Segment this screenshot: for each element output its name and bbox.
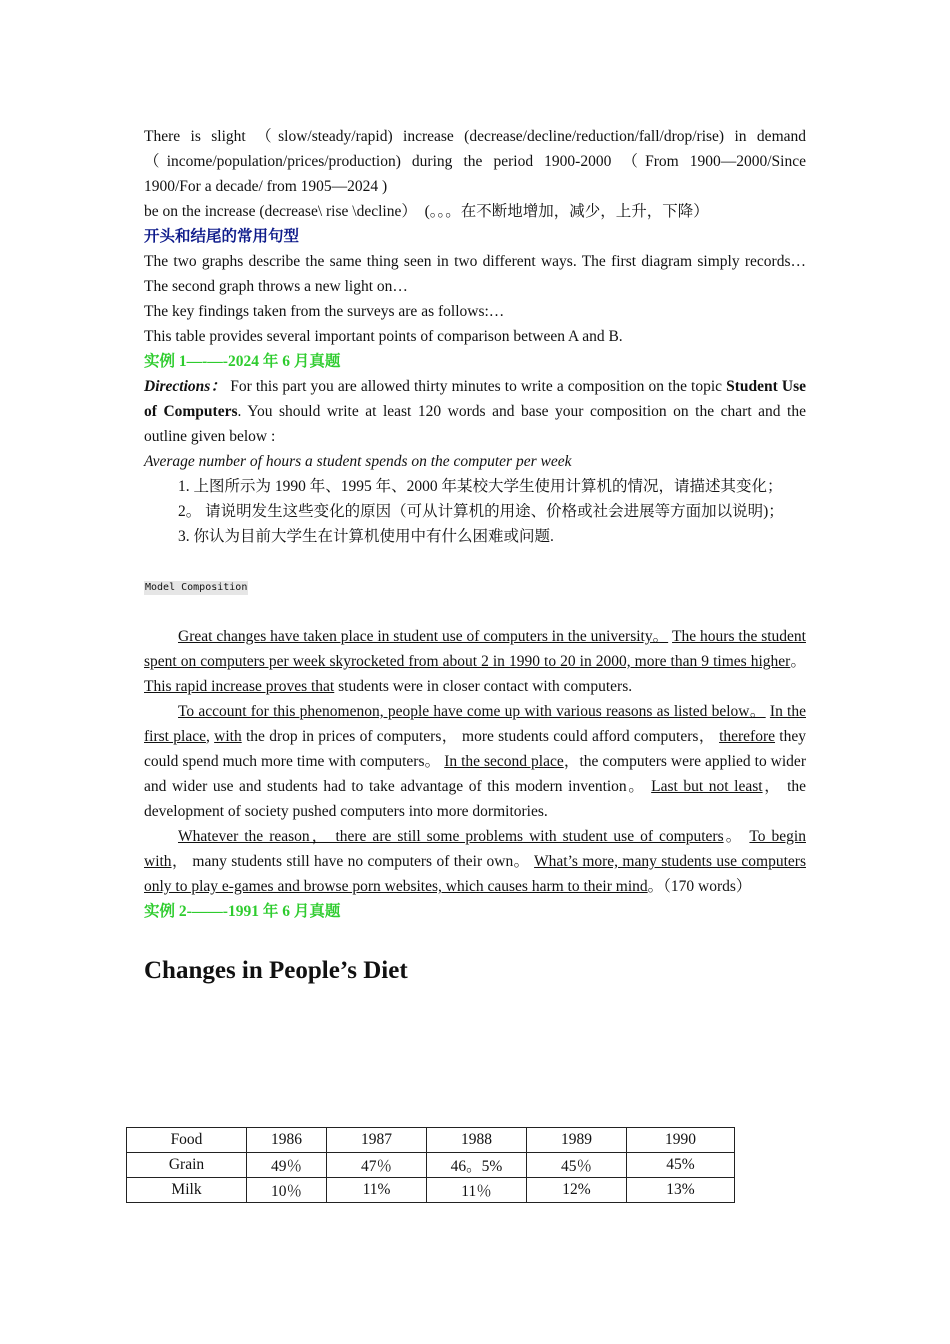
table-cell: 11% [327, 1178, 427, 1203]
table-header-row [127, 1128, 735, 1153]
directions: Directions： For this part you are allowed thirty minutes to write a composition on the topic Student Use of Computers. You should write at least 120 words and base your composition on the chart and the outline given below : [144, 378, 806, 445]
directions-label: Directions： [144, 378, 227, 395]
table-cell: 45% [627, 1153, 735, 1178]
section-heading: 开头和结尾的常用句型 [144, 228, 300, 245]
table-cell: 47％ [327, 1153, 427, 1178]
paragraph-3: Whatever the reason， there are still some problems with student use of computers。 To begin with， many students still have no computers of their own。 What’s more, many students use computers only to play e-games and browse porn websites, which causes harm to their mind。（170 words） [144, 828, 806, 895]
table-cell: 46。5% [427, 1153, 527, 1178]
table-cell: 49％ [247, 1153, 327, 1178]
paragraph-1: Great changes have taken place in student use of computers in the university。 The hours the student spent on computers per week skyrocketed from about 2 in 1990 to 20 in 2000, more than 9 times higher。 This rapid increase proves that students were in closer contact with computers. [144, 628, 806, 695]
table-cell: Milk [127, 1178, 247, 1203]
sentence-pattern: The two graphs describe the same thing seen in two different ways. The first diagram simply records…The second graph throws a new light on… [144, 253, 806, 295]
table-row [127, 1178, 735, 1203]
model-composition-label: Model Composition [145, 582, 248, 593]
chart-caption: Average number of hours a student spends on the computer per week [144, 453, 572, 470]
table-cell: Food [127, 1128, 247, 1153]
sentence-pattern: This table provides several important points of comparison between A and B. [144, 328, 623, 345]
paragraph-2: To account for this phenomenon, people have come up with various reasons as listed below。 In the first place, with the drop in prices of computers， more students could afford computers， therefore they could spend much more time with computers。 In the second place，the computers were applied to wider and wider use and students had to take advantage of this modern invention。 Last but not least， the development of society pushed computers into more dormitories. [144, 703, 807, 820]
diet-title: Changes in People’s Diet [144, 957, 408, 984]
example-heading: 实例 1—-—-2024 年 6 月真题 [144, 353, 341, 370]
outline-item: 3. 你认为目前大学生在计算机使用中有什么困难或问题. [178, 528, 554, 545]
table-cell: 1988 [427, 1128, 527, 1153]
table-cell: 10％ [247, 1178, 327, 1203]
table-cell: 1987 [327, 1128, 427, 1153]
example-heading: 实例 2-——-1991 年 6 月真题 [144, 903, 341, 920]
table-row [127, 1153, 735, 1178]
topic: Student Use of Computers [144, 378, 806, 420]
outline-item: 1. 上图所示为 1990 年、1995 年、2000 年某校大学生使用计算机的情况，请描述其变化； [178, 478, 783, 495]
table-cell: 1990 [627, 1128, 735, 1153]
table-cell: 11％ [427, 1178, 527, 1203]
phrase-line: There is slight （slow/steady/rapid) increase (decrease/decline/reduction/fall/drop/rise) in demand（income/population/prices/production) during the period 1900-2000 （From 1900—2000/Since 1900/For a decade/ from 1905—2024 ) [144, 128, 806, 195]
table-cell: 1989 [527, 1128, 627, 1153]
sentence-pattern: The key findings taken from the surveys are as follows:… [144, 303, 505, 320]
table-cell: 13% [627, 1178, 735, 1203]
table-cell: 1986 [247, 1128, 327, 1153]
table-cell: 12% [527, 1178, 627, 1203]
table-cell: 45％ [527, 1153, 627, 1178]
table-cell: Grain [127, 1153, 247, 1178]
outline-item: 2。 请说明发生这些变化的原因（可从计算机的用途、价格或社会进展等方面加以说明)； [178, 503, 784, 520]
document-body [144, 124, 806, 988]
phrase-line: be on the increase (decrease\ rise \decline） (。。。在不断地增加，减少，上升，下降） [144, 203, 709, 220]
diet-table [126, 1127, 735, 1203]
